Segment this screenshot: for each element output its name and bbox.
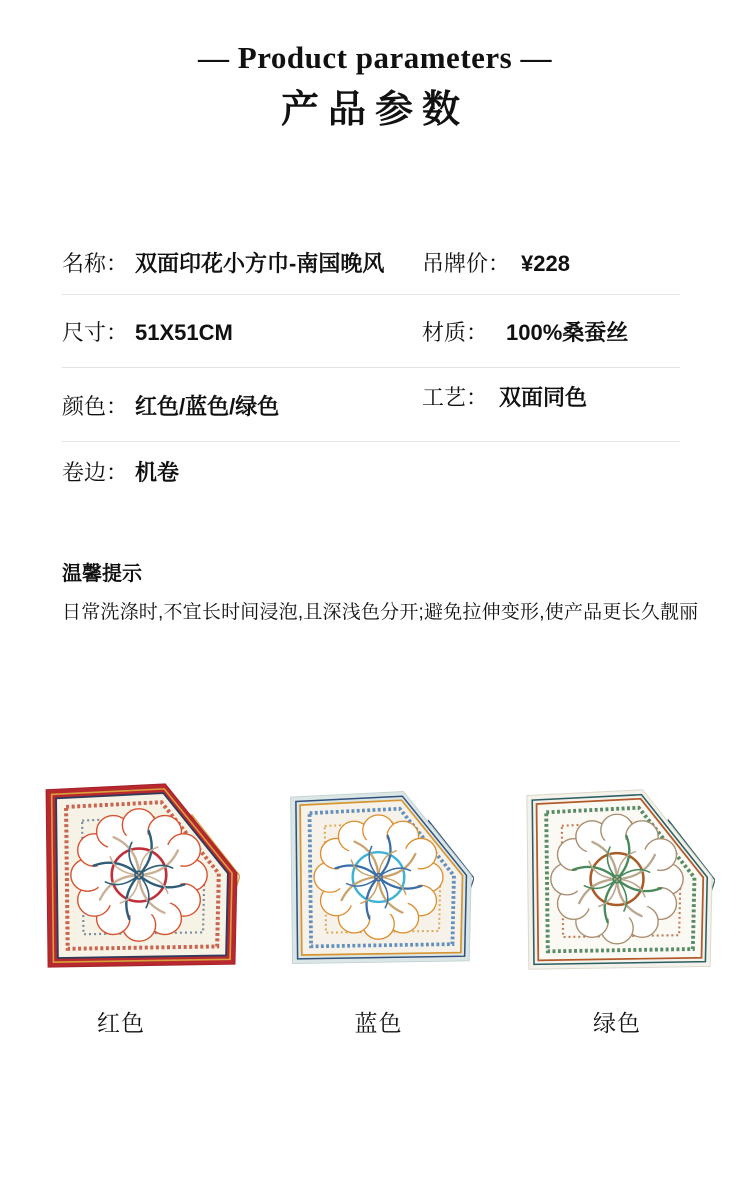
param-cell-material <box>422 319 688 347</box>
param-value-material: 100%桑蚕丝 <box>506 320 629 345</box>
param-value-hem: 机卷 <box>135 460 180 485</box>
param-label-color: 颜色： <box>62 394 129 419</box>
chinese-title: 产品参数 <box>280 89 469 131</box>
tips-title: 温馨提示 <box>62 563 142 585</box>
param-value-color: 红色/蓝色/绿色 <box>135 394 280 419</box>
param-label-name: 名称： <box>62 251 129 276</box>
param-label-hem: 卷边： <box>62 460 129 485</box>
param-cell-size <box>62 319 422 347</box>
param-label-price: 吊牌价： <box>422 251 511 276</box>
param-value-craft: 双面同色 <box>499 385 588 410</box>
param-value-price: ¥228 <box>521 251 570 276</box>
tips-text: 日常洗涤时,不宜长时间浸泡,且深浅色分开;避免拉伸变形,使产品更长久靓丽 <box>62 602 699 623</box>
row-divider <box>62 367 680 368</box>
param-cell-name <box>62 250 422 278</box>
scarf-green-image <box>519 784 715 976</box>
scarf-red-image <box>38 778 240 974</box>
param-value-name: 双面印花小方巾-南国晚风 <box>135 251 385 276</box>
english-title: — Product parameters — <box>198 40 552 75</box>
param-value-size: 51X51CM <box>135 320 233 345</box>
color-label-blue: 蓝色 <box>354 1010 403 1036</box>
param-cell-price <box>422 250 688 278</box>
param-row-size-material <box>62 319 688 347</box>
param-cell-hem <box>62 459 422 487</box>
color-label-red: 红色 <box>97 1010 145 1036</box>
param-row-hem <box>62 459 688 487</box>
color-label-green: 绿色 <box>593 1010 641 1036</box>
row-divider <box>62 441 680 442</box>
row-divider <box>62 294 680 295</box>
param-cell-craft <box>422 384 688 412</box>
param-cell-color <box>62 393 422 421</box>
param-row-name-price <box>62 250 688 278</box>
param-row-color-craft <box>62 385 688 421</box>
param-label-craft: 工艺： <box>422 385 489 410</box>
param-label-material: 材质： <box>422 320 489 345</box>
param-label-size: 尺寸： <box>62 320 129 345</box>
scarf-blue-image <box>283 786 474 970</box>
